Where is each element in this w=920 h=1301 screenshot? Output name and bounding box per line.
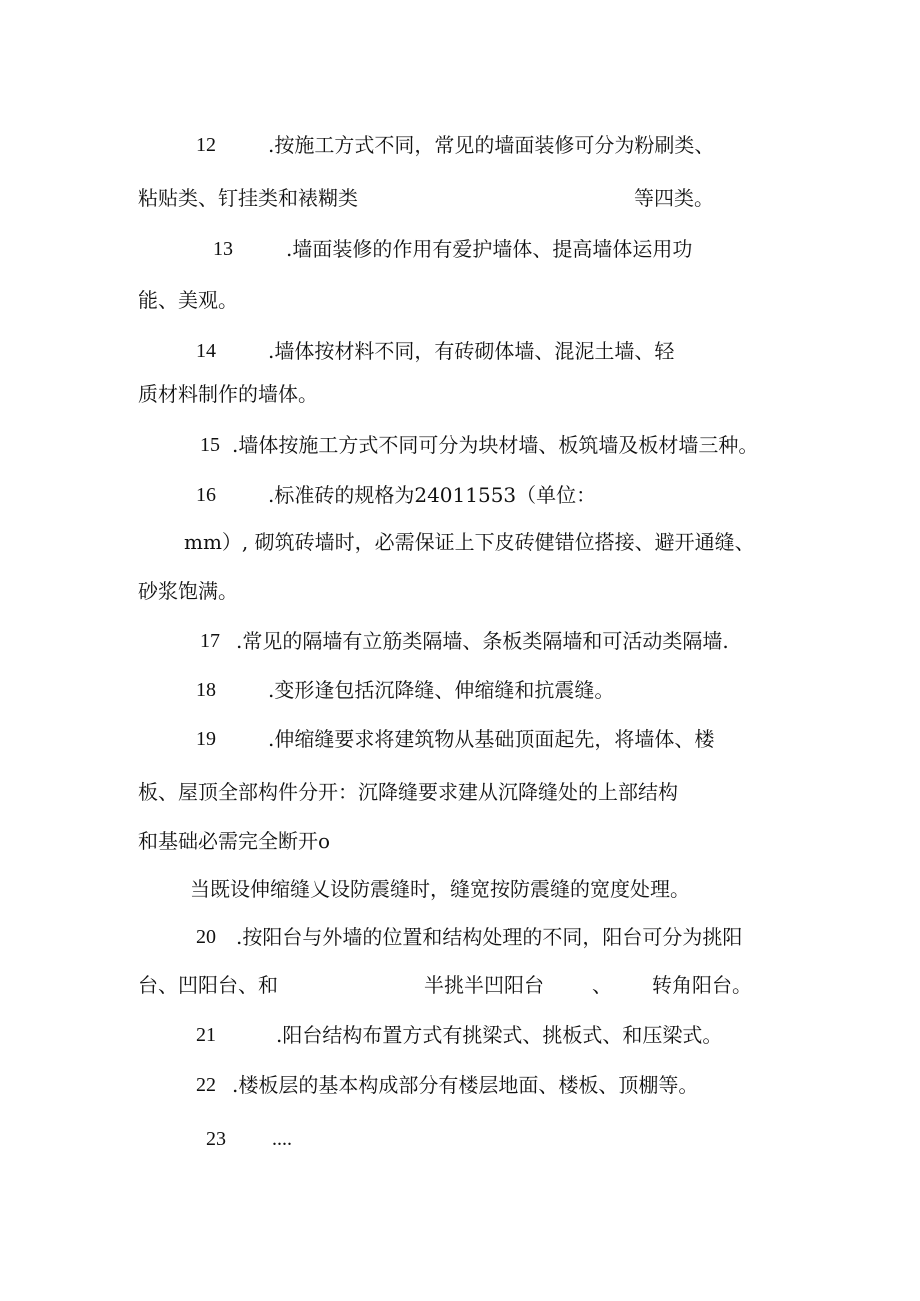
- item-18-number: 18: [196, 679, 216, 701]
- item-13-number: 13: [213, 238, 233, 260]
- item-20-line-2d: 转角阳台。: [652, 973, 752, 997]
- item-19-line-3: 和基础必需完全断开o: [138, 829, 331, 853]
- item-14-line-2: 质材料制作的墙体。: [138, 382, 318, 406]
- item-19-line-1: .伸缩缝要求将建筑物从基础顶面起先，将墙体、楼: [268, 727, 715, 751]
- item-12-number: 12: [196, 134, 216, 156]
- item-22-line-1: .楼板层的基本构成部分有楼层地面、楼板、顶棚等。: [232, 1073, 699, 1097]
- item-13-line-1: .墙面装修的作用有爱护墙体、提高墙体运用功: [286, 237, 693, 261]
- item-21-number: 21: [196, 1024, 216, 1046]
- item-16-line-2: mm）, 砌筑砖墙时，必需保证上下皮砖健错位搭接、避开通缝、: [184, 530, 755, 554]
- item-13-line-2: 能、美观。: [138, 288, 238, 312]
- item-17-line-1: .常见的隔墙有立筋类隔墙、条板类隔墙和可活动类隔墙.: [236, 629, 729, 653]
- item-20-line-2c: 、: [592, 973, 612, 997]
- item-19-number: 19: [196, 728, 216, 750]
- item-15-number: 15: [200, 434, 220, 456]
- item-20-line-1: .按阳台与外墙的位置和结构处理的不同，阳台可分为挑阳: [236, 925, 743, 949]
- item-12-line-2a: 粘贴类、钉挂类和裱糊类: [138, 186, 358, 210]
- item-20-line-2a: 台、凹阳台、和: [138, 973, 278, 997]
- item-12-line-2b: 等四类。: [634, 186, 714, 210]
- item-23-number: 23: [206, 1128, 226, 1150]
- item-15-line-1: .墙体按施工方式不同可分为块材墙、板筑墙及板材墙三种。: [232, 433, 759, 457]
- item-14-line-1: .墙体按材料不同，有砖砌体墙、混泥土墙、轻: [268, 339, 675, 363]
- item-19-line-4: 当既设伸缩缝乂设防震缝时，缝宽按防震缝的宽度处理。: [190, 877, 690, 901]
- item-22-number: 22: [196, 1074, 216, 1096]
- item-12-line-1: .按施工方式不同，常见的墙面装修可分为粉刷类、: [268, 133, 715, 157]
- item-16-line-1: .标准砖的规格为24011553（单位：: [268, 483, 597, 507]
- item-17-number: 17: [200, 630, 220, 652]
- item-20-number: 20: [196, 926, 216, 948]
- item-18-line-1: .变形逢包括沉降缝、伸缩缝和抗震缝。: [268, 678, 615, 702]
- item-23-line-1: ....: [272, 1128, 292, 1150]
- item-16-line-3: 砂浆饱满。: [138, 579, 238, 603]
- item-19-line-2: 板、屋顶全部构件分开：沉降缝要求建从沉降缝处的上部结构: [138, 780, 678, 804]
- item-21-line-1: .阳台结构布置方式有挑梁式、挑板式、和压梁式。: [276, 1023, 723, 1047]
- item-14-number: 14: [196, 340, 216, 362]
- item-16-number: 16: [196, 484, 216, 506]
- item-20-line-2b: 半挑半凹阳台: [424, 973, 544, 997]
